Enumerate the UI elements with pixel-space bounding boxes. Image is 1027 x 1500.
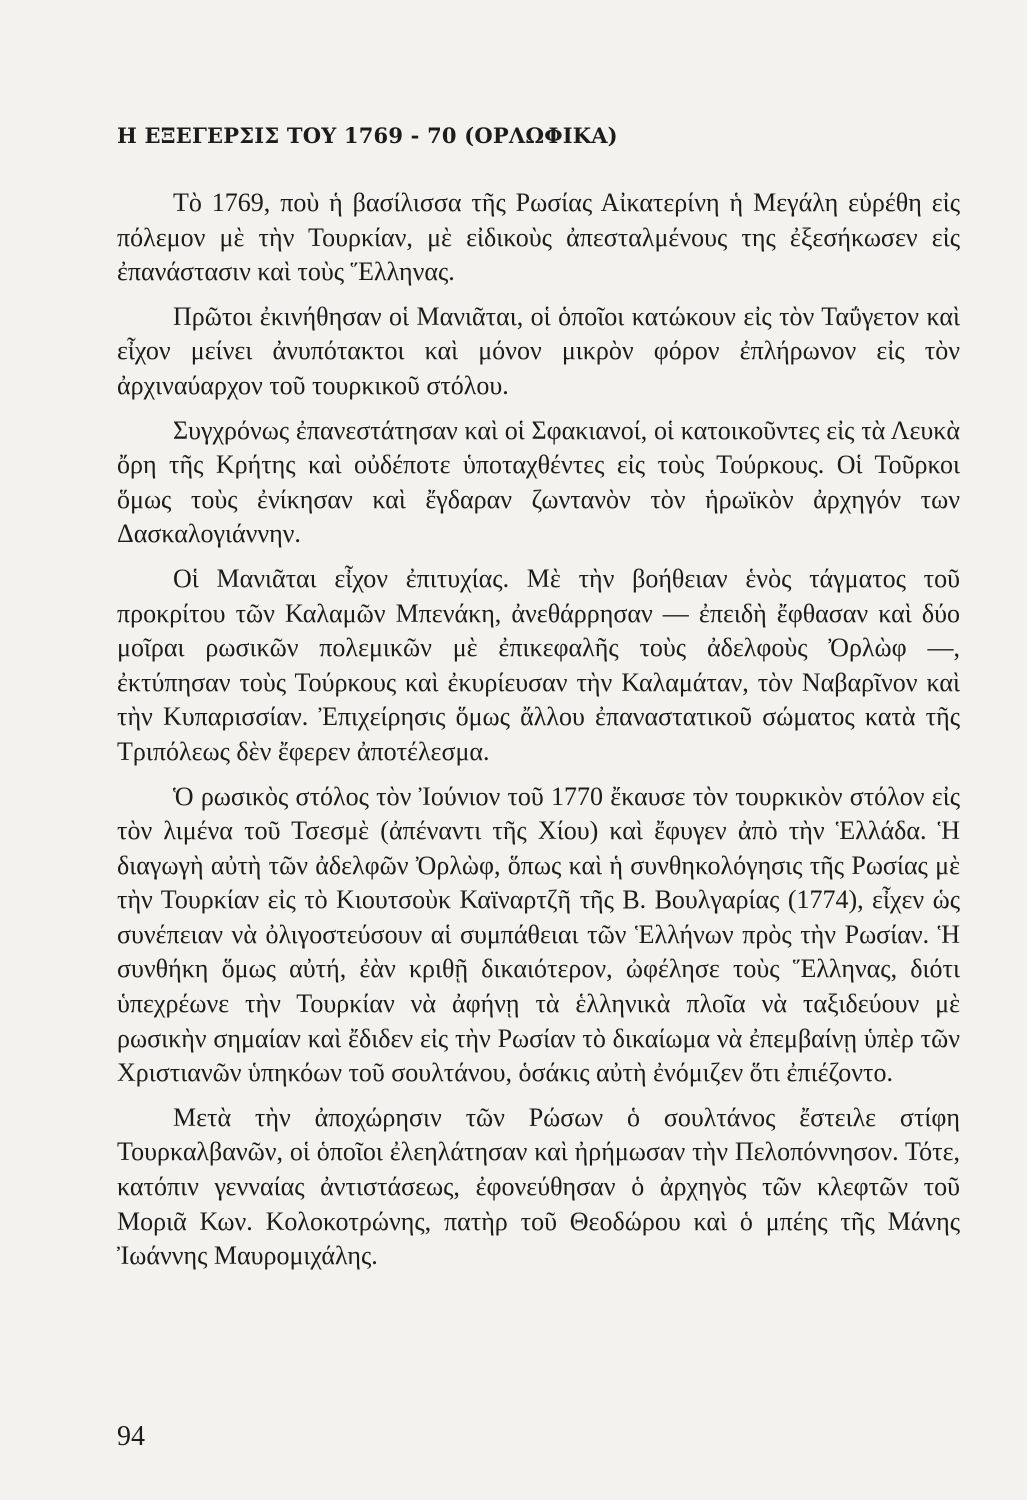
paragraph-3: Συγχρόνως ἐπανεστάτησαν καὶ οἱ Σφακιανοί, οἱ κατοικοῦντες εἰς τὰ Λευκὰ ὄρη τῆς Κρήτης καὶ οὐδέποτε ὑποταχθέντες εἰς τοὺς Τούρκους. Οἱ Τοῦρκοι ὅμως τοὺς ἐνίκησαν καὶ ἔγδαραν ζωντανὸν τὸν ἡρωϊκὸν ἀρχηγόν των Δασκαλογιάννην. <box>117 415 960 549</box>
paragraph-5: Ὁ ρωσικὸς στόλος τὸν Ἰούνιον τοῦ 1770 ἔκαυσε τὸν τουρκικὸν στόλον εἰς τὸν λιμένα τοῦ Τσεσμὲ (ἀπέναντι τῆς Χίου) καὶ ἔφυγεν ἀπὸ τὴν Ἑλλάδα. Ἡ διαγωγὴ αὐτὴ τῶν ἀδελφῶν Ὀρλὼφ, ὅπως καὶ ἡ συνθηκολόγησις τῆς Ρωσίας μὲ τὴν Τουρκίαν εἰς τὸ Κιουτσοὺκ Καϊναρτζῆ τῆς Β. Βουλγαρίας (1774), εἶχεν ὡς συνέπειαν νὰ ὀλιγοστεύσουν αἱ συμπάθειαι τῶν Ἑλλήνων πρὸς τὴν Ρωσίαν. Ἡ συνθήκη ὅμως αὐτή, ἐὰν κριθῇ δικαιότερον, ὠφέλησε τοὺς Ἕλληνας, διότι ὑπεχρέωνε τὴν Τουρκίαν νὰ ἀφήνῃ τὰ ἑλληνικὰ πλοῖα νὰ ταξιδεύουν μὲ ρωσικὴν σημαίαν καὶ ἔδιδεν εἰς τὴν Ρωσίαν τὸ δικαίωμα νὰ ἐπεμβαίνῃ ὑπὲρ τῶν Χριστιανῶν ὑπηκόων τοῦ σουλτάνου, ὁσάκις αὐτὴ ἐνόμιζεν ὅτι ἐπιέζοντο. <box>117 781 960 1088</box>
paragraph-1: Τὸ 1769, ποὺ ἡ βασίλισσα τῆς Ρωσίας Αἰκατερίνη ἡ Μεγάλη εὑρέθη εἰς πόλεμον μὲ τὴν Τουρκίαν, μὲ εἰδικοὺς ἀπεσταλμένους της ἐξεσήκωσεν εἰς ἐπανάστασιν καὶ τοὺς Ἕλληνας. <box>117 188 960 287</box>
paragraph-2: Πρῶτοι ἐκινήθησαν οἱ Μανιᾶται, οἱ ὁποῖοι κατώκουν εἰς τὸν Ταΰγετον καὶ εἶχον μείνει ἀνυπότακτοι καὶ μόνον μικρὸν φόρον ἐπλήρωνον εἰς τὸν ἀρχιναύαρχον τοῦ τουρκικοῦ στόλου. <box>117 301 960 400</box>
body-text <box>117 186 960 1274</box>
paragraph-6: Μετὰ τὴν ἀποχώρησιν τῶν Ρώσων ὁ σουλτάνος ἔστειλε στίφη Τουρκαλβανῶν, οἱ ὁποῖοι ἐλεηλάτησαν καὶ ἠρήμωσαν τὴν Πελοπόννησον. Τότε, κατόπιν γενναίας ἀντιστάσεως, ἐφονεύθησαν ὁ ἀρχηγὸς τῶν κλεφτῶν τοῦ Μοριᾶ Κων. Κολοκοτρώνης, πατὴρ τοῦ Θεοδώρου καὶ ὁ μπέης τῆς Μάνης Ἰωάννης Μαυρομιχάλης. <box>117 1102 960 1271</box>
page-number: 94 <box>117 1421 145 1452</box>
paragraph-4: Οἱ Μανιᾶται εἶχον ἐπιτυχίας. Μὲ τὴν βοήθειαν ἑνὸς τάγματος τοῦ προκρίτου τῶν Καλαμῶν Μπενάκη, ἀνεθάρρησαν — ἐπειδὴ ἔφθασαν καὶ δύο μοῖραι ρωσικῶν πολεμικῶν μὲ ἐπικεφαλῆς τοὺς ἀδελφοὺς Ὀρλὼφ —, ἐκτύπησαν τοὺς Τούρκους καὶ ἐκυρίευσαν τὴν Καλαμάταν, τὸν Ναβαρῖνον καὶ τὴν Κυπαρισσίαν. Ἐπιχείρησις ὅμως ἄλλου ἐπαναστατικοῦ σώματος κατὰ τῆς Τριπόλεως δὲν ἔφερεν ἀποτέλεσμα. <box>117 563 960 766</box>
chapter-heading: Η ΕΞΕΓΕΡΣΙΣ ΤΟΥ 1769 - 70 (ΟΡΛΩΦΙΚΑ) <box>117 123 618 148</box>
